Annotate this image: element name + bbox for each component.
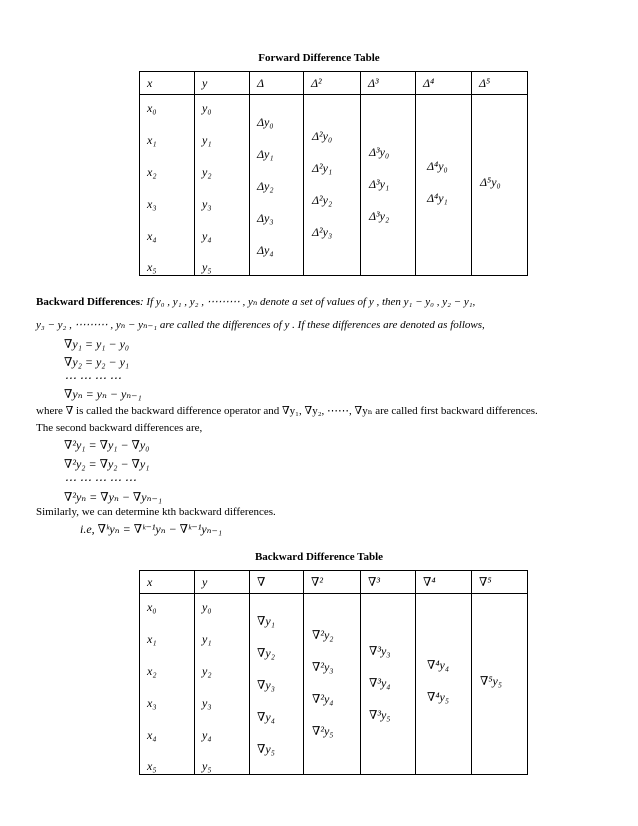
backward-y-column (195, 594, 250, 775)
backward-intro-line-2: y₃ − y₂ , ⋯⋯⋯ , yₙ − yₙ₋₁ are called the differences of y . If these differences are denoted as follows, (36, 319, 485, 331)
backward-difference-table (139, 570, 528, 775)
equation: ∇²y₂ = ∇y₂ − ∇y₁ (64, 457, 150, 471)
backward-intro-text: : If y₀ , y₁ , y₂ , ⋯⋯⋯ , yₙ denote a set of values of y , then y₁ − y₀ , y₂ − y₁, (139, 296, 476, 308)
forward-d1-value: Δy₂ (257, 179, 274, 193)
backward-header-d2: ∇² (304, 571, 361, 594)
forward-header-d5: Δ⁵ (472, 72, 528, 95)
forward-d1-column (250, 95, 304, 276)
forward-y-value: y₄ (202, 229, 212, 243)
backward-d5-value: ∇⁵y₅ (480, 674, 503, 688)
forward-header-d1: Δ (250, 72, 304, 95)
forward-header-d3: Δ³ (361, 72, 416, 95)
backward-header-d4: ∇⁴ (416, 571, 472, 594)
forward-d2-value: Δ²y₀ (312, 129, 333, 143)
forward-y-value: y₁ (202, 133, 212, 147)
backward-x-value: x₅ (147, 759, 157, 773)
backward-d2-column (304, 594, 361, 775)
forward-difference-table (139, 71, 528, 276)
forward-d1-value: Δy₃ (257, 211, 274, 225)
forward-x-value: x₄ (147, 229, 157, 243)
forward-d3-column (361, 95, 416, 276)
backward-header-row (140, 571, 528, 594)
equation: ∇y₂ = y₂ − y₁ (64, 355, 130, 369)
backward-x-value: x₄ (147, 728, 157, 742)
equation-ellipsis: ⋯ ⋯ ⋯ ⋯ ⋯ (64, 473, 136, 487)
forward-d4-value: Δ⁴y₁ (427, 191, 448, 205)
forward-x-value: x₅ (147, 260, 157, 274)
backward-y-value: y₁ (202, 632, 212, 646)
backward-d1-value: ∇y₄ (257, 710, 275, 724)
backward-d4-column (416, 594, 472, 775)
second-differences-intro: The second backward differences are, (36, 422, 203, 434)
backward-d4-value: ∇⁴y₄ (427, 658, 450, 672)
forward-x-value: x₀ (147, 101, 157, 115)
forward-table-title: Forward Difference Table (258, 52, 380, 64)
backward-d3-value: ∇³y₅ (369, 708, 391, 722)
kth-difference-formula: i.e, ∇ᵏyₙ = ∇ᵏ⁻¹yₙ − ∇ᵏ⁻¹yₙ₋₁ (80, 522, 223, 536)
backward-d1-column (250, 594, 304, 775)
forward-body-row (140, 95, 528, 276)
backward-d1-value: ∇y₂ (257, 646, 275, 660)
backward-x-value: x₁ (147, 632, 157, 646)
backward-y-value: y₂ (202, 664, 212, 678)
forward-d5-value: Δ⁵y₀ (480, 175, 501, 189)
backward-d2-value: ∇²y₄ (312, 692, 334, 706)
backward-y-value: y₀ (202, 600, 212, 614)
equation-ellipsis: ⋯ ⋯ ⋯ ⋯ (64, 371, 121, 385)
forward-d2-column (304, 95, 361, 276)
backward-d1-value: ∇y₁ (257, 614, 275, 628)
backward-body-row (140, 594, 528, 775)
backward-d1-value: ∇y₃ (257, 678, 275, 692)
backward-d2-value: ∇²y₂ (312, 628, 334, 642)
forward-d1-value: Δy₁ (257, 147, 274, 161)
forward-x-value: x₂ (147, 165, 157, 179)
forward-y-value: y₃ (202, 197, 212, 211)
backward-y-value: y₃ (202, 696, 212, 710)
backward-header-y: y (195, 571, 250, 594)
backward-d3-column (361, 594, 416, 775)
forward-d2-value: Δ²y₂ (312, 193, 333, 207)
forward-y-column (195, 95, 250, 276)
equation: ∇²yₙ = ∇yₙ − ∇yₙ₋₁ (64, 490, 163, 504)
backward-d2-value: ∇²y₅ (312, 724, 334, 738)
forward-d4-value: Δ⁴y₀ (427, 159, 448, 173)
backward-d5-column (472, 594, 528, 775)
forward-d3-value: Δ³y₀ (369, 145, 390, 159)
backward-d1-value: ∇y₅ (257, 742, 275, 756)
forward-x-value: x₃ (147, 197, 157, 211)
backward-d3-value: ∇³y₄ (369, 676, 391, 690)
backward-x-value: x₃ (147, 696, 157, 710)
backward-x-column (140, 594, 195, 775)
backward-header-d3: ∇³ (361, 571, 416, 594)
forward-d2-value: Δ²y₃ (312, 225, 333, 239)
equation: ∇yₙ = yₙ − yₙ₋₁ (64, 387, 142, 401)
backward-header-x: x (140, 571, 195, 594)
forward-d2-value: Δ²y₁ (312, 161, 333, 175)
forward-x-value: x₁ (147, 133, 157, 147)
backward-intro-line-1 (36, 295, 602, 308)
backward-x-value: x₀ (147, 600, 157, 614)
forward-header-x: x (140, 72, 195, 95)
backward-d3-value: ∇³y₃ (369, 644, 391, 658)
backward-header-d1: ∇ (250, 571, 304, 594)
forward-d1-value: Δy₀ (257, 115, 274, 129)
forward-y-value: y₀ (202, 101, 212, 115)
forward-x-column (140, 95, 195, 276)
backward-table-title: Backward Difference Table (254, 551, 384, 563)
forward-d3-value: Δ³y₂ (369, 209, 390, 223)
forward-y-value: y₂ (202, 165, 212, 179)
kth-differences-text: Similarly, we can determine kth backward differences. (36, 506, 276, 518)
operator-description: where ∇ is called the backward difference operator and ∇y₁, ∇y₂, ⋯⋯, ∇yₙ are called first backward differences. (36, 405, 538, 417)
forward-d1-value: Δy₄ (257, 243, 274, 257)
backward-header-d5: ∇⁵ (472, 571, 528, 594)
backward-y-value: y₄ (202, 728, 212, 742)
forward-header-d4: Δ⁴ (416, 72, 472, 95)
forward-header-d2: Δ² (304, 72, 361, 95)
forward-d5-column (472, 95, 528, 276)
backward-d4-value: ∇⁴y₅ (427, 690, 450, 704)
backward-d2-value: ∇²y₃ (312, 660, 334, 674)
forward-y-value: y₅ (202, 260, 212, 274)
forward-d4-column (416, 95, 472, 276)
equation: ∇²y₁ = ∇y₁ − ∇y₀ (64, 438, 150, 452)
forward-header-y: y (195, 72, 250, 95)
backward-x-value: x₂ (147, 664, 157, 678)
backward-differences-heading: Backward Differences (36, 296, 140, 308)
backward-y-value: y₅ (202, 759, 212, 773)
equation: ∇y₁ = y₁ − y₀ (64, 337, 130, 351)
forward-d3-value: Δ³y₁ (369, 177, 390, 191)
forward-header-row (140, 72, 528, 95)
